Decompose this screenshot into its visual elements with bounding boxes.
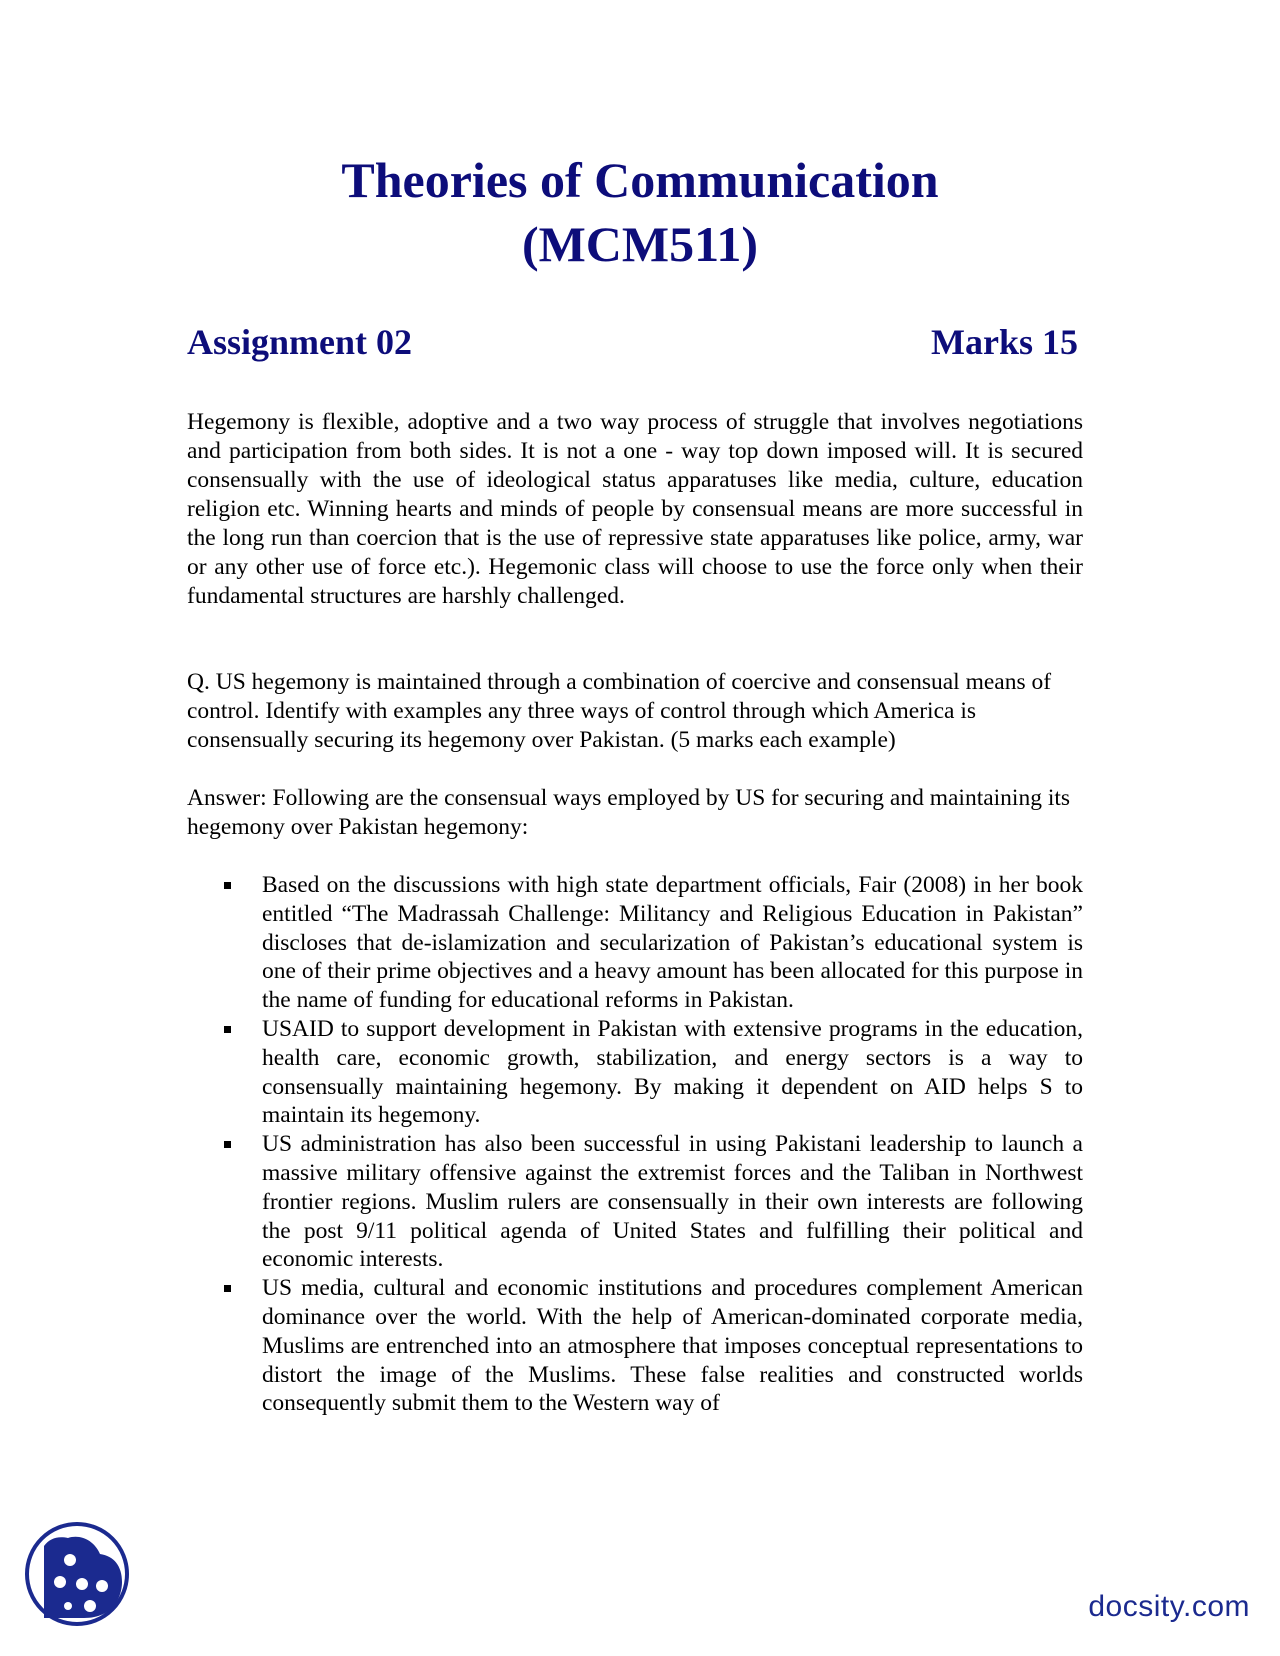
list-item: [187, 1015, 1083, 1130]
list-item-text: Based on the discussions with high state department officials, Fair (2008) in her book entitled “The Madrassah Challenge: Militancy and Religious Education in Pakistan” discloses that de-islamization and secularization of Pakistan’s educational system is one of their prime objectives and a heavy amount has been allocated for this purpose in the name of funding for educational reforms in Pakistan.: [262, 872, 1083, 1014]
list-item: [187, 1130, 1083, 1274]
title-line-2: (MCM511): [521, 216, 759, 272]
marks-label: Marks 15: [931, 322, 1078, 362]
assignment-label: Assignment 02: [187, 322, 413, 362]
question-paragraph: Q. US hegemony is maintained through a combination of coercive and consensual means of control. Identify with examples any three ways of control through which America is consensually securing its hegemony over Pakistan. (5 marks each example): [187, 669, 1052, 753]
bullet-square-icon: [224, 882, 231, 889]
bullet-square-icon: [224, 1026, 231, 1033]
list-item: [187, 871, 1083, 1015]
bullet-square-icon: [224, 1141, 231, 1148]
page-title: [0, 148, 1280, 276]
bullet-square-icon: [224, 1285, 231, 1292]
docsity-brand-link[interactable]: docsity.com: [1088, 1590, 1250, 1623]
answer-bullet-list: [187, 871, 1083, 1418]
list-item-text: US media, cultural and economic institutions and procedures complement American dominance over the world. With the help of American-dominated corporate media, Muslims are entrenched into an atmosphere that imposes conceptual representations to distort the image of the Muslims. These false realities and constructed worlds consequently submit them to the Western way of: [262, 1275, 1083, 1417]
list-item-text: US administration has also been successful in using Pakistani leadership to launch a massive military offensive against the extremist forces and the Taliban in Northwest frontier regions. Muslim rulers are consensually in their own interests are following the post 9/11 political agenda of United States and fulfilling their political and economic interests.: [262, 1131, 1083, 1273]
answer-intro: Answer: Following are the consensual ways employed by US for securing and maintaining its hegemony over Pakistan hegemony:: [187, 785, 1071, 840]
list-item-text: USAID to support development in Pakistan with extensive programs in the education, health care, economic growth, stabilization, and energy sectors is a way to consensually maintaining hegemony. By making it dependent on AID helps S to maintain its hegemony.: [262, 1015, 1083, 1129]
docsity-logo-icon[interactable]: [24, 1510, 130, 1638]
assignment-header: [187, 318, 1078, 366]
title-line-1: Theories of Communication: [341, 152, 939, 208]
list-item: [187, 1274, 1083, 1418]
intro-paragraph: Hegemony is flexible, adoptive and a two way process of struggle that involves negotiations and participation from both sides. It is not a one - way top down imposed will. It is secured consensually with the use of ideological status apparatuses like media, culture, education religion etc. Winning hearts and minds of people by consensual means are more successful in the long run than coercion that is the use of repressive state apparatuses like police, army, war or any other use of force etc.). Hegemonic class will choose to use the force only when their fundamental structures are harshly challenged.: [187, 409, 1083, 609]
